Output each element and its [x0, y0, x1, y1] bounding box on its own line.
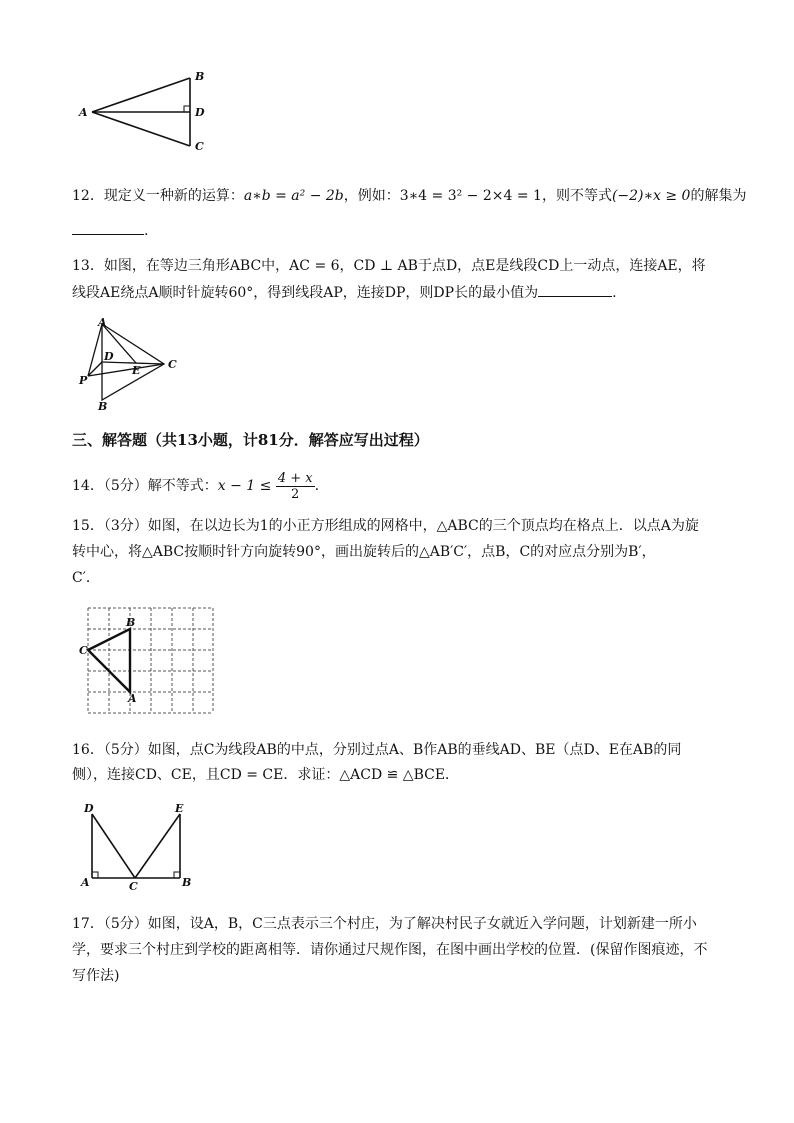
q12-line1	[72, 186, 746, 206]
q15-line3: C′．	[72, 570, 100, 586]
label-A: A	[81, 876, 90, 889]
q15-line1: 15．（3分）如图，在以边长为1的小正方形组成的网格中，△ABC的三个顶点均在格点上．以点A为旋	[72, 518, 699, 534]
q12-end: .	[144, 223, 149, 239]
q13-line2	[72, 282, 617, 303]
q12-inequality: (−2)∗x ≥ 0	[611, 188, 691, 204]
q12-line2	[72, 220, 148, 241]
q14-numerator: 4 + x	[277, 470, 313, 486]
label-D: D	[104, 350, 114, 363]
label-A: A	[98, 316, 107, 329]
figure-q11	[76, 68, 216, 160]
q17-line1: 17．（5分）如图，设A，B，C三点表示三个村庄，为了解决村民子女就近入学问题，计划新建一所小	[72, 916, 697, 932]
q14-lhs: x − 1 ≤	[217, 478, 272, 494]
label-D: D	[84, 802, 94, 815]
section-title: 三、解答题（共13小题，计81分．解答应写出过程）	[72, 431, 429, 449]
label-B: B	[98, 400, 108, 413]
label-C: C	[79, 644, 88, 657]
q12-mid2: ，则不等式	[541, 188, 612, 204]
label-A: A	[79, 106, 88, 119]
label-E: E	[175, 802, 184, 815]
label-C: C	[129, 880, 138, 893]
q16-line1: 16．（5分）如图，点C为线段AB的中点，分别过点A、B作AB的垂线AD、BE（点D、E在AB的同	[72, 742, 682, 758]
q12-prefix: 12．现定义一种新的运算：	[72, 188, 244, 204]
q15-line2: 转中心，将△ABC按顺时针方向旋转90°，画出旋转后的△AB′C′，点B，C的对应点分别为B′，	[72, 544, 656, 560]
q14-end: .	[314, 478, 320, 494]
q13-line2-text: 线段AE绕点A顺时针旋转60°，得到线段AP，连接DP，则DP长的最小值为	[72, 285, 539, 301]
label-B: B	[195, 70, 205, 83]
answer-blank-q12[interactable]	[72, 220, 144, 235]
q16-line2: 侧），连接CD、CE，且CD = CE．求证：△ACD ≌ △BCE．	[72, 767, 460, 783]
label-C: C	[168, 358, 177, 371]
q12-mid: ，例如：	[343, 188, 400, 204]
label-B: B	[126, 616, 136, 629]
q12-example: 3∗4 = 3² − 2×4 = 1	[399, 188, 542, 204]
label-P: P	[79, 374, 88, 387]
figure-q15-grid	[80, 604, 220, 716]
q12-suffix: 的解集为	[690, 188, 747, 204]
q17-line2: 学，要求三个村庄到学校的距离相等．请你通过尺规作图，在图中画出学校的位置．(保留作图痕迹，不	[72, 942, 708, 958]
answer-blank-q13[interactable]	[538, 282, 612, 297]
label-B: B	[182, 876, 192, 889]
q14-fraction	[276, 471, 315, 502]
label-C: C	[195, 140, 204, 153]
label-D: D	[195, 106, 205, 119]
q12-formula: a∗b = a² − 2b	[243, 188, 344, 204]
q14-line	[72, 468, 319, 504]
label-E: E	[132, 364, 141, 377]
label-A: A	[128, 692, 137, 705]
figure-q13	[74, 314, 186, 414]
q13-end: .	[612, 285, 617, 301]
q17-line3: 写作法)	[72, 968, 120, 984]
figure-q16	[78, 798, 198, 892]
q14-denominator: 2	[291, 486, 300, 502]
q13-line1: 13．如图，在等边三角形ABC中，AC = 6，CD ⊥ AB于点D，点E是线段CD上一动点，连接AE，将	[72, 258, 706, 274]
q14-prefix: 14．（5分）解不等式：	[72, 478, 218, 494]
